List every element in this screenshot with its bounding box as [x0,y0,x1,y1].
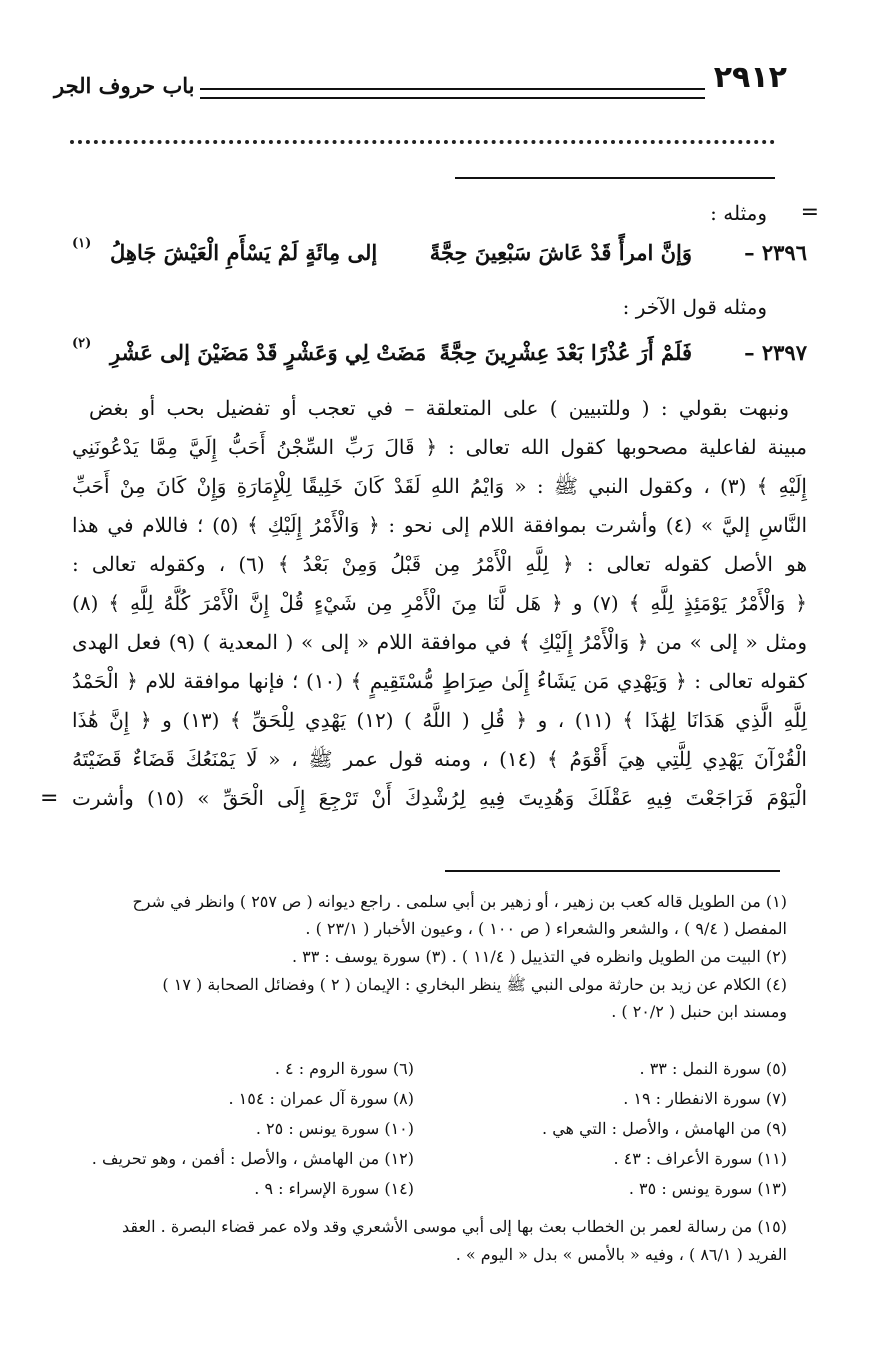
footnote-5: (٥) سورة النمل : ٣٣ . [639,1059,787,1078]
footnote-14: (١٤) سورة الإسراء : ٩ . [254,1179,414,1198]
footnote-15-line-2: الفريد ( ٨٦/١ ) ، وفيه « بالأمس » بدل « اليوم » . [455,1245,787,1264]
verse-number: ٢٣٩٦ – [744,240,807,265]
footnote-6: (٦) سورة الروم : ٤ . [274,1059,414,1078]
body-line: الْيَوْمَ فَرَاجَعْتَ فِيهِ عَقْلَكَ وَهُدِيتَ فِيهِ لِرُشْدِكَ أَنْ تَرْجِعَ إِلَى الْحَقِّ » (١٥) وأشرت [72,786,808,810]
footnote-4-line-2: ومسند ابن حنبل ( ٢٠/٢ ) . [611,1002,787,1021]
verse-hemistich-2: مَضَتْ لِي وَعَشْرٍ قَدْ مَضَيْنَ إلى عَشْرِ [110,340,427,365]
ellipsis-dotted-line [70,140,775,144]
footnote-7: (٧) سورة الانفطار : ١٩ . [623,1089,787,1108]
body-line: إِلَيْهِ ﴾ (٣) ، وكقول النبي ﷺ : « وَايْمُ اللهِ لَقَدْ كَانَ خَلِيقًا لِلْإِمَارَةِ وَإِنْ كَانَ مِنْ أَحَبِّ [72,474,807,498]
footnote-8: (٨) سورة آل عمران : ١٥٤ . [228,1089,414,1108]
verse-hemistich-1: فَلَمْ أَرَ عُذْرًا بَعْدَ عِشْرِينَ حِجَّةً [439,340,692,365]
running-title: باب حروف الجر [54,73,195,98]
verse-footnote-ref: (٢) [72,336,92,351]
intro-line-1: ومثله : [710,201,767,225]
body-line: لِلَّهِ الَّذِي هَدَانَا لِهَٰذَا ﴾ (١١) ، و ﴿ قُلِ ( اللَّهُ ) (١٢) يَهْدِي لِلْحَقِّ ﴾ (١٣) و ﴿ إِنَّ هَٰذَا [72,708,807,732]
verse-footnote-ref: (١) [72,236,92,251]
footnote-15-line-1: (١٥) من رسالة لعمر بن الخطاب بعث بها إلى أبي موسى الأشعري وقد ولاه عمر قضاء البصرة . العقد [122,1217,787,1236]
footnote-4-line-1: (٤) الكلام عن زيد بن حارثة مولى النبي ﷺ ينظر البخاري : الإيمان ( ٢ ) وفضائل الصحابة ( ١٧ ) [162,975,787,994]
footnote-11: (١١) سورة الأعراف : ٤٣ . [613,1149,787,1168]
body-line: ﴿ وَالْأَمْرُ يَوْمَئِذٍ لِلَّهِ ﴾ (٧) و ﴿ هَل لَّنَا مِنَ الْأَمْرِ مِن شَيْءٍ قُلْ إِنَّ الْأَمْرَ كُلَّهُ لِلَّهِ ﴾ (٨) [72,591,807,615]
footnote-10: (١٠) سورة يونس : ٢٥ . [255,1119,414,1138]
footnote-1-line-1: (١) من الطويل قاله كعب بن زهير ، أو زهير بن أبي سلمى . راجع ديوانه ( ص ٢٥٧ ) وانظر في شرح [132,892,787,911]
page-number: ٢٩١٢ [713,60,787,95]
body-line: هو الأصل كقوله تعالى : ﴿ لِلَّهِ الْأَمْرُ مِن قَبْلُ وَمِنْ بَعْدُ ﴾ (٦) ، وكقوله تعالى : [72,552,807,576]
header-rule [200,88,705,99]
continuation-mark-bottom: = [40,786,59,811]
footnote-13: (١٣) سورة يونس : ٣٥ . [628,1179,787,1198]
intro-line-2: ومثله قول الآخر : [622,295,767,319]
verse-hemistich-2: إلى مِائَةٍ لَمْ يَسْأَمِ الْعَيْشَ جَاهِلُ [110,240,378,265]
footnote-1-line-2: المفصل ( ٩/٤ ) ، والشعر والشعراء ( ص ١٠٠ ) ، وعيون الأخبار ( ٢٣/١ ) . [305,919,787,938]
body-line: كقوله تعالى : ﴿ وَيَهْدِي مَن يَشَاءُ إِلَىٰ صِرَاطٍ مُّسْتَقِيمٍ ﴾ (١٠) ؛ فإنها موافقة للام ﴿ الْحَمْدُ [72,669,807,693]
body-line: ومثل « إلى » من ﴿ وَالْأَمْرُ إِلَيْكِ ﴾ في موافقة اللام « إلى » ( المعدية ) (٩) فعل الهدى [72,630,807,654]
body-line: مبينة لفاعلية مصحوبها كقول الله تعالى : ﴿ قَالَ رَبِّ السِّجْنُ أَحَبُّ إِلَيَّ مِمَّا يَدْعُونَنِي [72,435,807,459]
section-rule [455,177,775,179]
body-line: الْقُرْآنَ يَهْدِي لِلَّتِي هِيَ أَقْوَمُ ﴾ (١٤) ، ومنه قول عمر ﷺ ، « لَا يَمْنَعُكَ قَضَاءٌ قَضَيْتَهُ [72,747,807,771]
footnote-rule [445,870,780,872]
verse-2396 [72,236,807,274]
verse-hemistich-1: وَإنَّ امرأً قَدْ عَاشَ سَبْعِينَ حِجَّةً [429,240,692,265]
footnote-9: (٩) من الهامش ، والأصل : التي هي . [542,1119,787,1138]
verse-2397 [72,336,807,374]
footnote-2-3: (٢) البيت من الطويل وانظره في التذييل ( ١١/٤ ) . (٣) سورة يوسف : ٣٣ . [291,947,787,966]
verse-number: ٢٣٩٧ – [744,340,807,365]
body-line: ونبهت بقولي : ( وللتبيين ) على المتعلقة – في تعجب أو تفضيل بحب أو بغض [89,396,789,420]
footnote-12: (١٢) من الهامش ، والأصل : أفمن ، وهو تحريف . [91,1149,414,1168]
body-line: النَّاسِ إليَّ » (٤) وأشرت بموافقة اللام إلى نحو : ﴿ وَالْأَمْرُ إِلَيْكِ ﴾ (٥) ؛ فاللام في هذا [72,513,808,537]
continuation-mark-top: = [800,200,819,225]
